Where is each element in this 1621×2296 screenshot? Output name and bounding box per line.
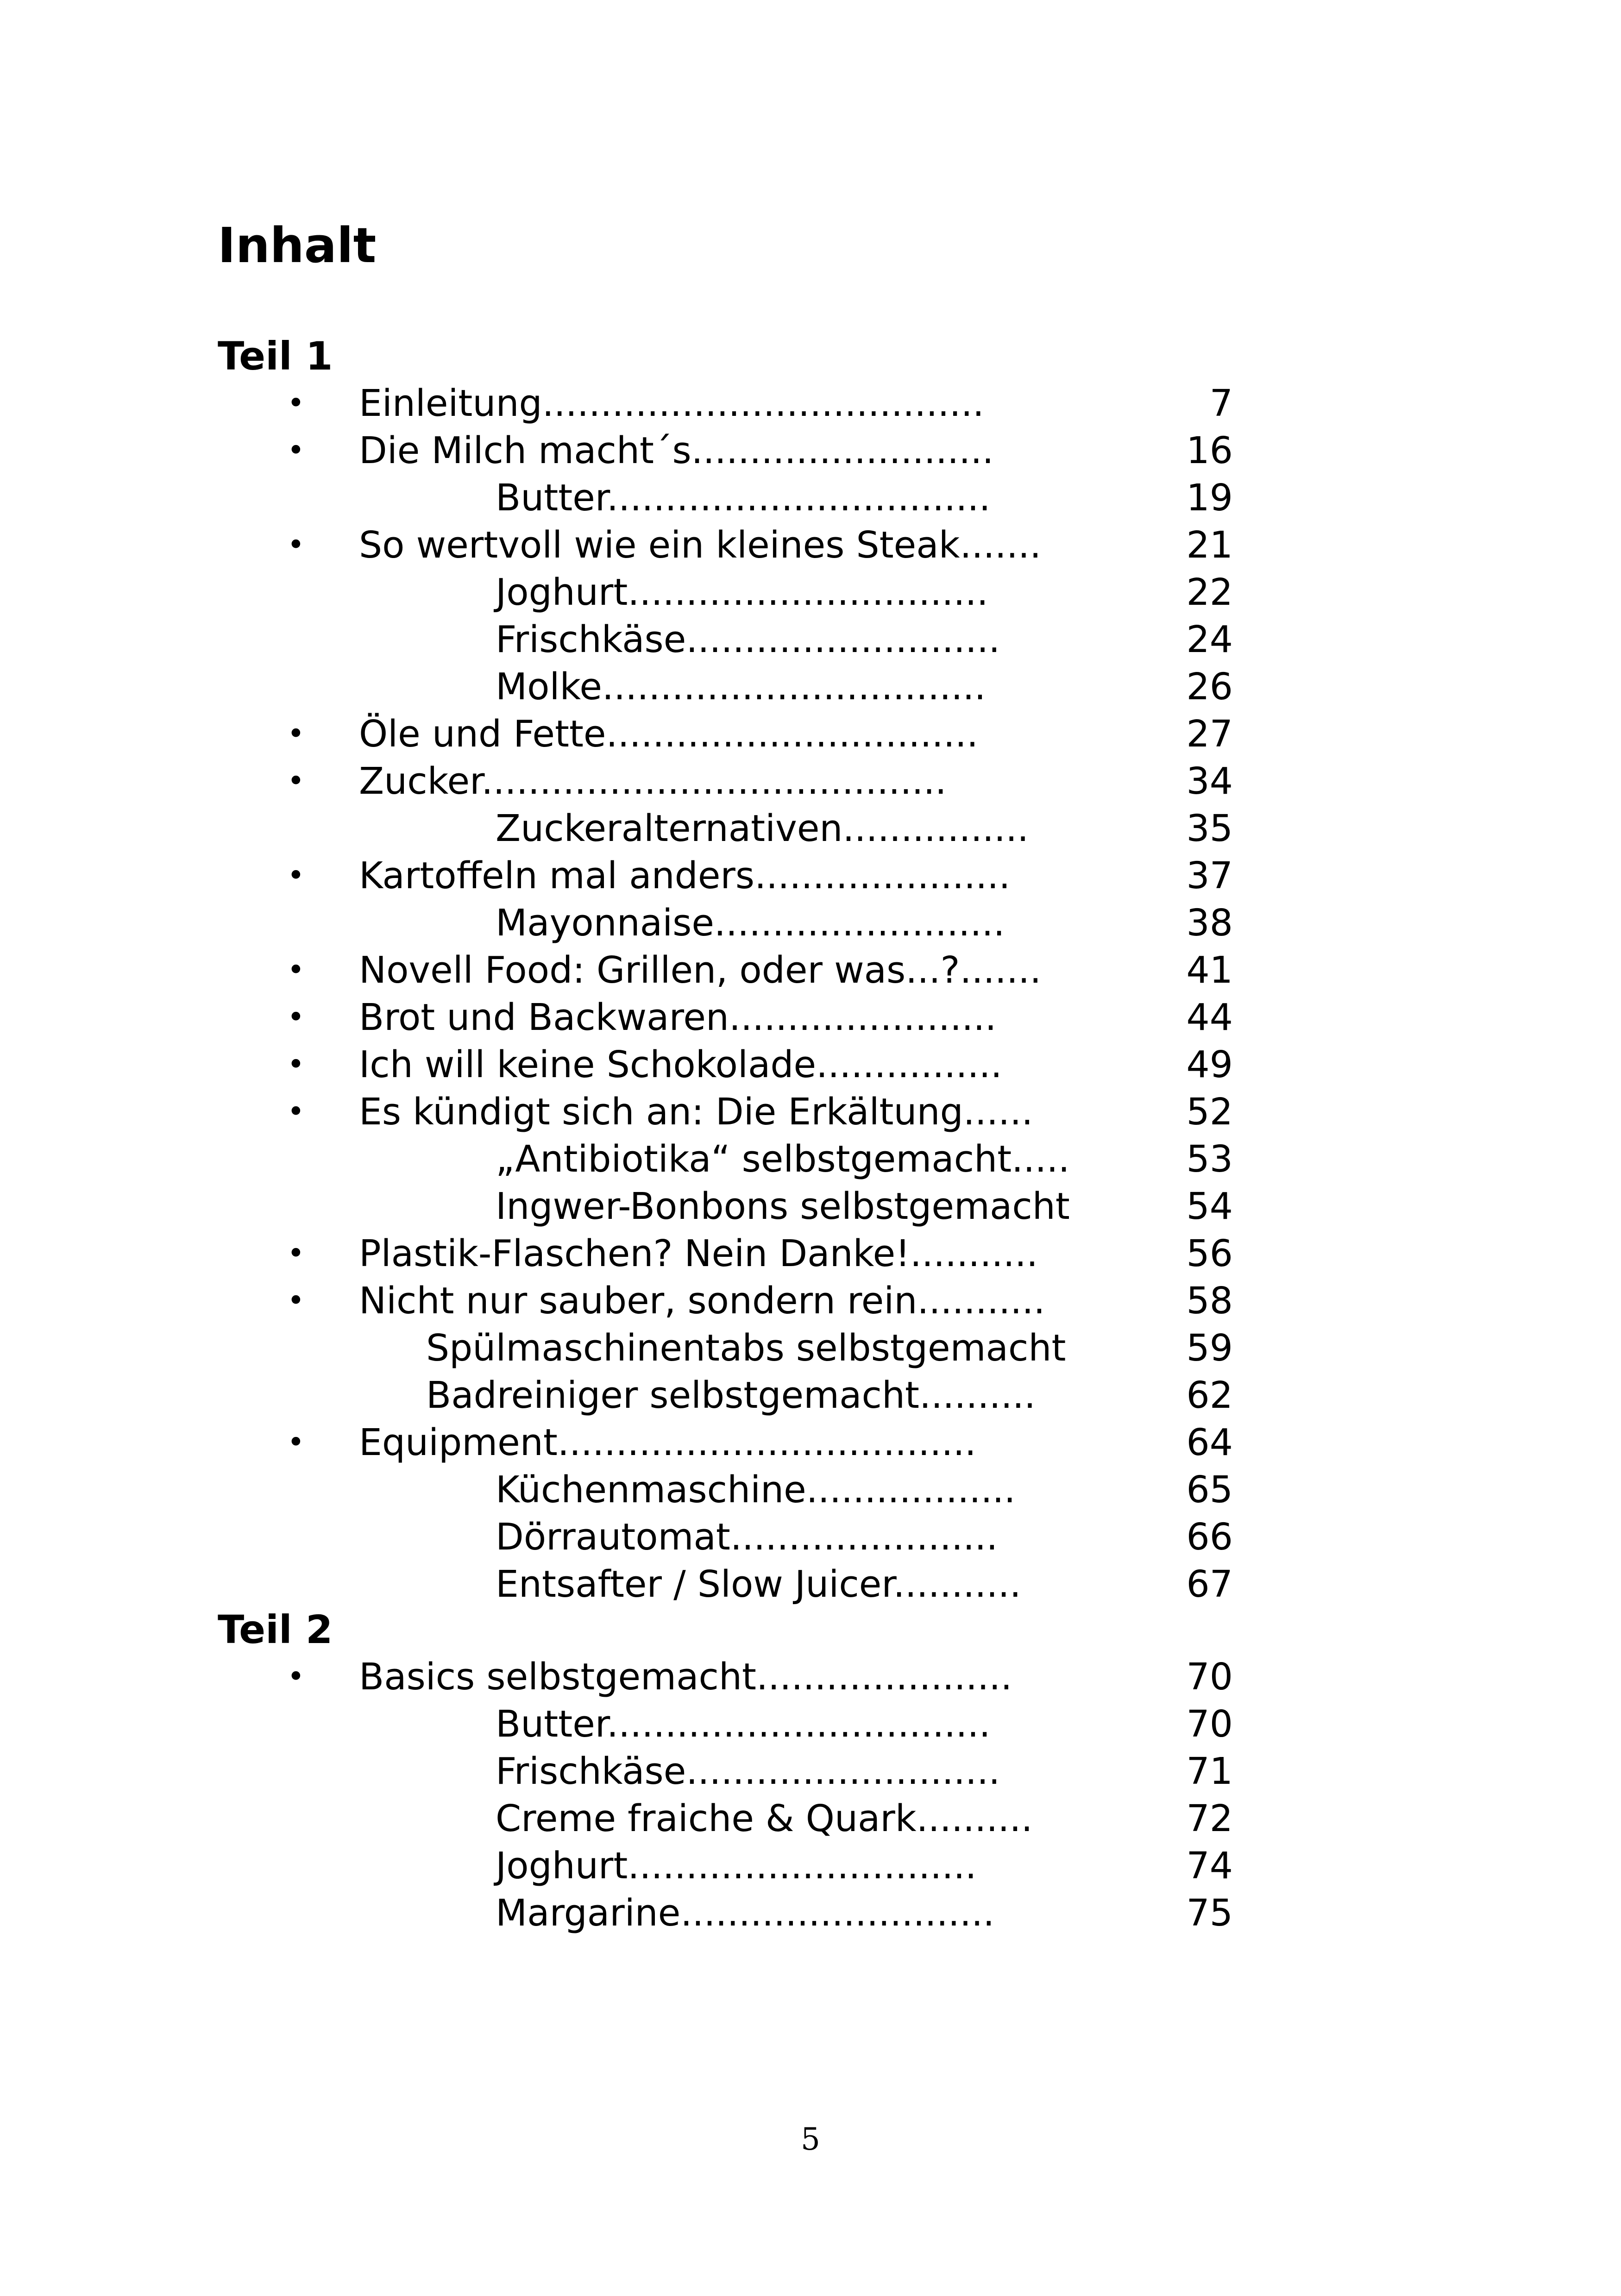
toc-entry-label: Spülmaschinentabs selbstgemacht bbox=[426, 1327, 1066, 1369]
toc-entry-page: 22 bbox=[1186, 571, 1233, 614]
toc-entry bbox=[0, 1088, 1621, 1135]
toc-entry bbox=[0, 1653, 1621, 1700]
toc-entry bbox=[0, 380, 1621, 427]
toc-entry-page: 66 bbox=[1186, 1516, 1233, 1558]
toc-entry-page: 21 bbox=[1186, 524, 1233, 566]
part-heading: Teil 1 bbox=[218, 333, 333, 379]
toc-entry-label: Joghurt............................... bbox=[496, 571, 988, 614]
bullet-icon: • bbox=[287, 1000, 305, 1035]
toc-entry bbox=[0, 1466, 1621, 1513]
toc-entry-label: Basics selbstgemacht...................... bbox=[359, 1656, 1012, 1698]
toc-entry-page: 49 bbox=[1186, 1043, 1233, 1086]
toc-entry-label: Frischkäse........................... bbox=[496, 618, 1000, 661]
toc-entry-label: Kartoffeln mal anders...................... bbox=[359, 854, 1011, 897]
toc-entry-page: 67 bbox=[1186, 1563, 1233, 1606]
toc-entry bbox=[0, 805, 1621, 852]
toc-entry-label: Molke................................. bbox=[496, 665, 986, 708]
toc-entry-page: 34 bbox=[1186, 760, 1233, 803]
toc-entry-label: Ingwer-Bonbons selbstgemacht bbox=[496, 1185, 1070, 1228]
toc-entry bbox=[0, 710, 1621, 758]
toc-entry bbox=[0, 1419, 1621, 1466]
bullet-icon: • bbox=[287, 386, 305, 420]
toc-entry-page: 38 bbox=[1186, 902, 1233, 944]
toc-entry-page: 59 bbox=[1186, 1327, 1233, 1369]
toc-entry bbox=[0, 1135, 1621, 1183]
toc-entry-page: 70 bbox=[1186, 1703, 1233, 1745]
toc-entry-page: 71 bbox=[1186, 1750, 1233, 1793]
toc-entry-label: Mayonnaise......................... bbox=[496, 902, 1005, 944]
toc-entry-page: 7 bbox=[1209, 382, 1233, 425]
toc-entry bbox=[0, 569, 1621, 616]
toc-entry-label: Joghurt.............................. bbox=[496, 1844, 977, 1887]
toc-entry-label: Brot und Backwaren....................... bbox=[359, 996, 997, 1039]
toc-entry-page: 16 bbox=[1186, 429, 1233, 472]
toc-entry-page: 19 bbox=[1186, 477, 1233, 519]
bullet-icon: • bbox=[287, 859, 305, 893]
toc-entry-label: Equipment.................................... bbox=[359, 1421, 976, 1464]
toc-entry-label: Entsafter / Slow Juicer........... bbox=[496, 1563, 1021, 1606]
toc-entry-page: 74 bbox=[1186, 1844, 1233, 1887]
page-number: 5 bbox=[801, 2121, 820, 2157]
bullet-icon: • bbox=[287, 764, 305, 798]
bullet-icon: • bbox=[287, 1660, 305, 1694]
toc-entry-label: Margarine........................... bbox=[496, 1892, 995, 1934]
toc-entry-label: Butter................................. bbox=[496, 477, 991, 519]
toc-entry-page: 27 bbox=[1186, 713, 1233, 755]
toc-entry-page: 26 bbox=[1186, 665, 1233, 708]
toc-entry-label: Die Milch macht´s.......................... bbox=[359, 429, 994, 472]
toc-entry-label: Es kündigt sich an: Die Erkältung...... bbox=[359, 1091, 1033, 1133]
toc-entry bbox=[0, 1324, 1621, 1372]
toc-entry bbox=[0, 852, 1621, 899]
toc-entry bbox=[0, 1372, 1621, 1419]
toc-entry bbox=[0, 1183, 1621, 1230]
bullet-icon: • bbox=[287, 953, 305, 987]
bullet-icon: • bbox=[287, 1425, 305, 1460]
toc-entry bbox=[0, 1842, 1621, 1889]
toc-entry-label: Badreiniger selbstgemacht.......... bbox=[426, 1374, 1036, 1417]
toc-entry bbox=[0, 1795, 1621, 1842]
bullet-icon: • bbox=[287, 1236, 305, 1271]
toc-entry bbox=[0, 663, 1621, 710]
toc-entry-page: 41 bbox=[1186, 949, 1233, 991]
toc-entry-page: 62 bbox=[1186, 1374, 1233, 1417]
toc-entry-page: 44 bbox=[1186, 996, 1233, 1039]
part-heading: Teil 2 bbox=[218, 1607, 333, 1652]
toc-entry-page: 75 bbox=[1186, 1892, 1233, 1934]
toc-entry bbox=[0, 1041, 1621, 1088]
toc-entry-label: Novell Food: Grillen, oder was...?....... bbox=[359, 949, 1042, 991]
bullet-icon: • bbox=[287, 433, 305, 468]
toc-entry-label: Plastik-Flaschen? Nein Danke!........... bbox=[359, 1232, 1038, 1275]
toc-entry-page: 24 bbox=[1186, 618, 1233, 661]
bullet-icon: • bbox=[287, 528, 305, 562]
bullet-icon: • bbox=[287, 717, 305, 751]
toc-entry bbox=[0, 994, 1621, 1041]
toc-entry-page: 37 bbox=[1186, 854, 1233, 897]
toc-entry-page: 54 bbox=[1186, 1185, 1233, 1228]
toc-entry-label: Nicht nur sauber, sondern rein........... bbox=[359, 1280, 1045, 1322]
toc-entry-label: Ich will keine Schokolade................ bbox=[359, 1043, 1002, 1086]
toc-entry-label: Küchenmaschine.................. bbox=[496, 1468, 1016, 1511]
toc-entry-label: Zucker........................................ bbox=[359, 760, 947, 803]
toc-entry bbox=[0, 758, 1621, 805]
toc-entry bbox=[0, 474, 1621, 521]
toc-entry-label: Zuckeralternativen................ bbox=[496, 807, 1029, 850]
toc-entry bbox=[0, 1561, 1621, 1608]
toc-entry-label: Creme fraiche & Quark.......... bbox=[496, 1797, 1033, 1840]
toc-entry-page: 58 bbox=[1186, 1280, 1233, 1322]
toc-entry-page: 64 bbox=[1186, 1421, 1233, 1464]
bullet-icon: • bbox=[287, 1284, 305, 1318]
toc-entry bbox=[0, 616, 1621, 663]
toc-entry-label: „Antibiotika“ selbstgemacht..... bbox=[496, 1138, 1070, 1180]
toc-list bbox=[0, 1653, 1621, 1937]
toc-entry bbox=[0, 521, 1621, 569]
bullet-icon: • bbox=[287, 1095, 305, 1129]
toc-entry bbox=[0, 1748, 1621, 1795]
toc-entry-page: 35 bbox=[1186, 807, 1233, 850]
toc-entry-page: 70 bbox=[1186, 1656, 1233, 1698]
toc-entry-page: 65 bbox=[1186, 1468, 1233, 1511]
toc-entry bbox=[0, 1277, 1621, 1324]
toc-list bbox=[0, 380, 1621, 1608]
page-title: Inhalt bbox=[218, 217, 377, 274]
toc-entry bbox=[0, 427, 1621, 474]
toc-entry bbox=[0, 1889, 1621, 1937]
toc-entry-page: 72 bbox=[1186, 1797, 1233, 1840]
toc-entry-page: 56 bbox=[1186, 1232, 1233, 1275]
toc-entry bbox=[0, 899, 1621, 947]
toc-entry-label: Dörrautomat....................... bbox=[496, 1516, 998, 1558]
toc-entry-label: So wertvoll wie ein kleines Steak....... bbox=[359, 524, 1042, 566]
toc-entry bbox=[0, 1513, 1621, 1561]
toc-entry-page: 53 bbox=[1186, 1138, 1233, 1180]
toc-entry-label: Öle und Fette................................ bbox=[359, 713, 979, 755]
toc-entry-page: 52 bbox=[1186, 1091, 1233, 1133]
toc-entry bbox=[0, 1700, 1621, 1748]
toc-entry bbox=[0, 1230, 1621, 1277]
toc-entry-label: Frischkäse........................... bbox=[496, 1750, 1000, 1793]
toc-entry-label: Einleitung...................................... bbox=[359, 382, 984, 425]
bullet-icon: • bbox=[287, 1048, 305, 1082]
toc-entry bbox=[0, 947, 1621, 994]
toc-entry-label: Butter................................. bbox=[496, 1703, 991, 1745]
